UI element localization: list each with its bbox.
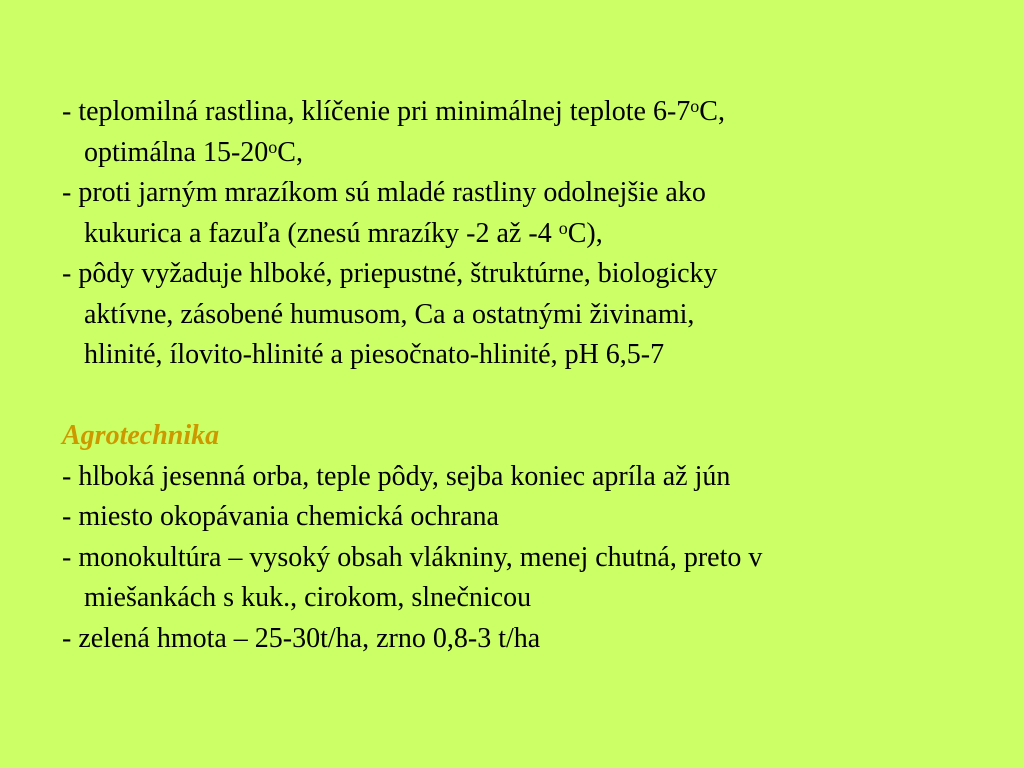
spacer — [62, 376, 992, 417]
bullet-line: - proti jarným mrazíkom sú mladé rastliny odolnejšie ako — [62, 177, 706, 208]
text-run: optimálna 15-20 — [84, 136, 269, 168]
bullet-line: - pôdy vyžaduje hlboké, priepustné, štruktúrne, biologicky — [62, 258, 718, 289]
text-run: C, — [277, 136, 303, 168]
continuation-line: hlinité, ílovito-hlinité a piesočnato-hlinité, pH 6,5-7 — [84, 339, 665, 370]
degree-superscript: o — [690, 95, 700, 116]
bullet-line: - zelená hmota – 25-30t/ha, zrno 0,8-3 t/ha — [62, 622, 541, 654]
text-run: kukurica a fazuľa (znesú mrazíky -2 až -4 — [84, 217, 559, 249]
section-heading: Agrotechnika — [62, 420, 220, 451]
continuation-line: miešankách s kuk., cirokom, slnečnicou — [84, 582, 532, 613]
text-run: - teplomilná rastlina, klíčenie pri minimálnej teplote 6-7 — [62, 96, 691, 127]
bullet-line: - monokultúra – vysoký obsah vlákniny, menej chutná, preto v — [62, 541, 763, 573]
continuation-line — [62, 214, 992, 255]
bullet-line: - miesto okopávania chemická ochrana — [62, 501, 499, 532]
degree-superscript: o — [558, 217, 568, 238]
continuation-line: aktívne, zásobené humusom, Ca a ostatnými živinami, — [84, 298, 695, 330]
bullet-line: - hlboká jesenná orba, teple pôdy, sejba koniec apríla až jún — [62, 460, 731, 492]
text-run: C, — [699, 96, 725, 127]
text-run: C), — [567, 217, 603, 249]
slide-content — [62, 92, 992, 659]
bullet-line — [62, 92, 992, 133]
degree-superscript: o — [268, 136, 278, 157]
continuation-line — [62, 133, 992, 174]
